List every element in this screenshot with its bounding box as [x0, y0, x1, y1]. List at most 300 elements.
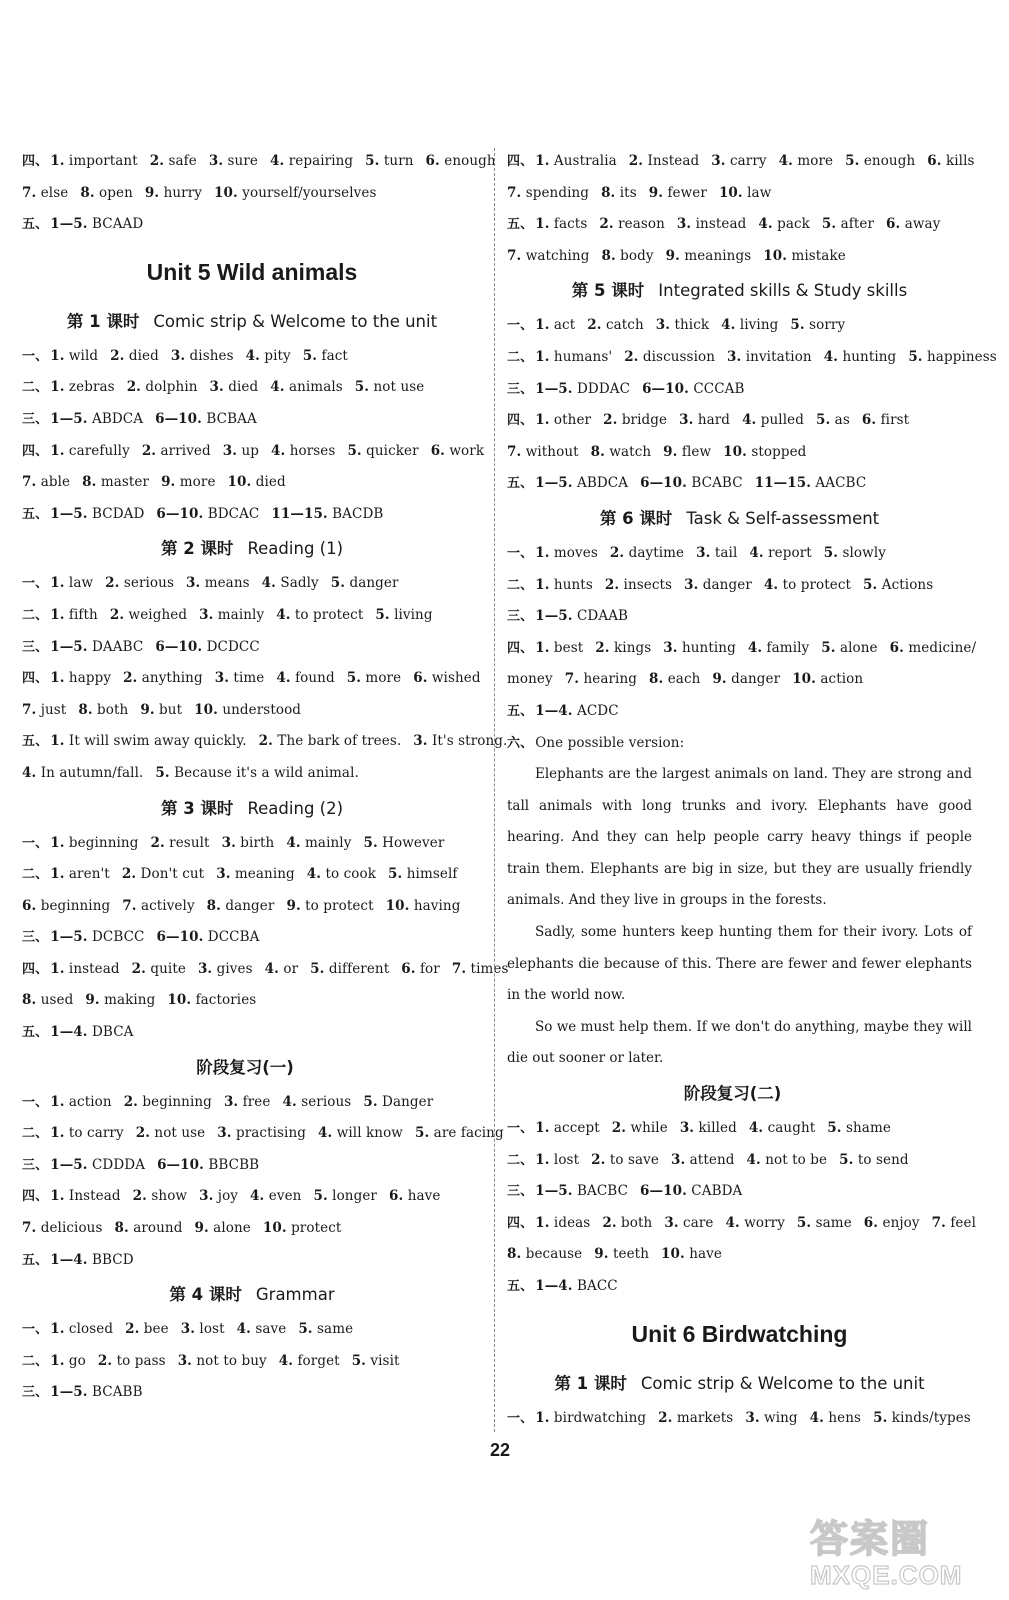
answer-item — [565, 671, 637, 687]
question-group-mark: 一、 — [507, 318, 534, 334]
answer-item — [228, 474, 286, 490]
item-answer: actively — [140, 897, 195, 914]
answer-item — [507, 248, 589, 264]
item-answer: without — [525, 443, 579, 460]
item-number: 5. — [155, 764, 170, 781]
item-number: 2. — [97, 1352, 113, 1369]
item-number: 1. — [535, 348, 550, 365]
answer-line — [22, 954, 509, 986]
item-answer: result — [169, 834, 210, 851]
answer-item — [171, 348, 234, 364]
item-answer: Danger — [382, 1093, 434, 1110]
item-answer: shame — [845, 1120, 891, 1137]
item-number: 3. — [221, 834, 236, 851]
answer-line — [507, 1113, 972, 1145]
answer-item — [779, 153, 833, 169]
item-number: 2. — [624, 348, 639, 365]
item-answer: alone — [839, 639, 878, 656]
item-answer: joy — [217, 1188, 239, 1205]
item-number: 1—5. — [535, 1183, 573, 1200]
item-answer: action — [68, 1093, 112, 1110]
answer-item — [797, 1215, 852, 1231]
item-answer: meanings — [684, 247, 752, 264]
answer-item — [110, 607, 187, 623]
item-answer: animals — [288, 379, 343, 396]
answer-line — [22, 341, 482, 373]
answer-item — [50, 575, 93, 591]
item-answer: anything — [141, 670, 203, 687]
item-number: 3. — [711, 153, 726, 169]
lesson-number: 第 1 课时 — [66, 311, 140, 331]
question-group-mark: 四、 — [507, 154, 534, 169]
answer-line — [22, 372, 482, 404]
item-answer: even — [268, 1188, 302, 1205]
answer-item — [178, 1353, 267, 1369]
item-answer: quicker — [366, 442, 419, 459]
lesson-heading — [22, 1049, 482, 1087]
item-answer: BACBC — [577, 1183, 628, 1200]
item-number: 8. — [78, 701, 93, 718]
item-answer: free — [242, 1093, 271, 1110]
question-group-mark: 三、 — [507, 1184, 534, 1200]
item-answer: instead — [68, 960, 120, 977]
item-number: 3. — [655, 317, 671, 334]
item-answer: hearing — [583, 671, 637, 688]
answer-item — [535, 577, 593, 593]
question-group-mark: 一、 — [22, 1094, 49, 1110]
item-answer: watch — [609, 443, 652, 460]
answer-item — [742, 412, 804, 428]
answer-line — [507, 374, 972, 406]
lesson-heading — [507, 500, 972, 538]
lesson-heading — [507, 1075, 972, 1113]
item-answer: hunting — [681, 639, 736, 656]
answer-item — [210, 379, 259, 395]
answer-item — [873, 1410, 971, 1426]
item-answer: insects — [623, 576, 673, 593]
item-number: 4. — [742, 412, 757, 429]
item-number: 6. — [927, 153, 942, 169]
item-number: 2. — [603, 412, 618, 429]
item-number: 6. — [401, 960, 416, 977]
answer-item — [216, 866, 295, 882]
answer-item — [50, 607, 98, 623]
answer-line — [22, 467, 482, 499]
watermark-logo-text: 答案圈 — [810, 1519, 931, 1561]
lesson-number: 第 1 课时 — [554, 1373, 627, 1393]
item-number: 7. — [122, 897, 137, 914]
item-number: 9. — [594, 1246, 609, 1263]
lesson-heading — [22, 790, 482, 828]
item-answer: because — [525, 1246, 583, 1263]
question-group-mark: 四、 — [507, 640, 534, 656]
answer-item — [155, 765, 358, 781]
watermark-logo — [810, 1508, 990, 1596]
answer-line — [507, 209, 972, 241]
answer-line — [507, 728, 972, 760]
answer-line — [507, 1239, 972, 1271]
item-number: 5. — [863, 576, 878, 593]
lesson-heading — [22, 530, 482, 568]
item-answer: humans' — [553, 348, 613, 365]
item-number: 5. — [313, 1188, 328, 1205]
answer-line — [507, 1271, 972, 1303]
item-answer: report — [768, 544, 812, 561]
answer-item — [156, 506, 259, 522]
item-answer: lost — [553, 1151, 580, 1168]
item-answer: slowly — [842, 544, 886, 561]
answer-item — [50, 1252, 133, 1268]
item-number: 1—5. — [50, 1156, 88, 1173]
question-group-mark: 二、 — [22, 607, 49, 623]
answer-item — [663, 444, 711, 460]
item-number: 5. — [330, 575, 346, 592]
item-answer: BCBAA — [206, 410, 257, 427]
answer-item — [22, 474, 70, 490]
item-number: 3. — [670, 1151, 686, 1168]
answer-item — [199, 607, 264, 623]
item-answer: instead — [695, 216, 747, 233]
answer-item — [413, 670, 480, 686]
item-number: 4. — [306, 866, 322, 883]
answer-item — [145, 185, 202, 201]
answer-item — [363, 835, 444, 851]
item-number: 6. — [430, 442, 445, 459]
answer-item — [80, 185, 133, 201]
item-number: 3. — [208, 153, 224, 169]
answer-item — [22, 898, 110, 914]
item-answer: care — [683, 1214, 714, 1231]
item-number: 4. — [270, 379, 285, 396]
answer-item — [270, 379, 343, 395]
item-answer: CDAAB — [577, 608, 629, 625]
answer-item — [642, 381, 744, 397]
item-number: 2. — [609, 544, 625, 561]
item-answer: stopped — [751, 443, 807, 460]
answer-item — [22, 765, 143, 781]
answer-item — [679, 412, 730, 428]
item-answer: caught — [767, 1120, 816, 1137]
item-answer: sorry — [809, 317, 846, 334]
question-group-mark: 三、 — [507, 381, 534, 397]
answer-item — [535, 412, 591, 428]
item-number: 2. — [123, 1093, 138, 1110]
answer-item — [307, 866, 376, 882]
question-group-mark: 二、 — [507, 577, 534, 593]
answer-line — [22, 859, 482, 891]
answer-item — [331, 575, 399, 591]
item-answer: CABDA — [691, 1183, 743, 1200]
item-number: 3. — [413, 733, 428, 750]
item-answer: yourself/yourselves — [242, 184, 377, 201]
item-number: 7. — [451, 960, 467, 977]
item-number: 1. — [535, 1409, 550, 1426]
answer-item — [161, 474, 215, 490]
item-number: 1. — [50, 575, 65, 592]
item-answer: not to buy — [196, 1352, 267, 1369]
question-group-mark: 一、 — [22, 835, 49, 851]
item-number: 4. — [282, 1093, 297, 1110]
item-answer: bee — [143, 1321, 169, 1338]
answer-item — [50, 348, 98, 364]
item-number: 9. — [648, 184, 664, 201]
answer-line — [22, 209, 482, 241]
answer-line — [22, 1181, 482, 1213]
answer-item — [656, 317, 709, 333]
item-number: 5. — [365, 153, 380, 169]
item-answer: fifth — [68, 606, 98, 623]
item-number: 6—10. — [640, 1183, 687, 1200]
item-answer: law — [747, 184, 772, 201]
answer-item — [535, 703, 618, 719]
item-number: 1. — [50, 670, 65, 687]
answer-item — [612, 1120, 668, 1136]
question-group-mark: 二、 — [22, 380, 49, 396]
item-answer: not use — [373, 379, 425, 396]
answer-item — [723, 444, 806, 460]
question-group-mark: 三、 — [22, 639, 49, 655]
item-answer: delicious — [40, 1220, 103, 1237]
answer-item — [535, 640, 583, 656]
question-group-mark: 四、 — [22, 154, 49, 169]
question-group-mark: 二、 — [22, 867, 49, 883]
item-number: 8. — [601, 247, 616, 264]
answer-item — [215, 670, 265, 686]
lesson-number: 第 5 课时 — [571, 281, 645, 301]
answer-item — [821, 640, 877, 656]
item-number: 8. — [507, 1246, 522, 1263]
item-answer: Don't cut — [140, 866, 205, 883]
answer-item — [122, 866, 204, 882]
item-number: 1—5. — [50, 1384, 88, 1401]
answer-item — [50, 639, 143, 655]
lesson-title: Reading (2) — [247, 798, 344, 818]
item-answer: birdwatching — [553, 1409, 647, 1426]
unit-heading: Unit 5 Wild animals — [146, 258, 358, 285]
answer-item — [663, 640, 736, 656]
answer-line — [22, 568, 482, 600]
item-number: 4. — [264, 960, 279, 977]
item-answer: alone — [213, 1220, 251, 1237]
item-number: 6. — [22, 897, 37, 914]
item-number: 7. — [507, 443, 522, 460]
item-answer: ACDC — [577, 702, 619, 719]
answer-item — [50, 411, 143, 427]
answer-item — [223, 443, 259, 459]
item-number: 5. — [414, 1125, 430, 1142]
answer-item — [535, 1120, 600, 1136]
item-answer: hens — [828, 1409, 862, 1426]
answer-item — [214, 185, 376, 201]
item-number: 5. — [351, 1352, 366, 1369]
answer-item — [122, 898, 194, 914]
answer-line — [22, 758, 482, 790]
question-group-mark: 五、 — [22, 1252, 49, 1268]
answer-item — [199, 1188, 238, 1204]
item-answer: to send — [857, 1151, 909, 1168]
item-answer: understood — [222, 701, 302, 718]
answer-item — [822, 216, 874, 232]
item-answer: or — [283, 960, 299, 977]
answer-line — [22, 985, 482, 1017]
item-answer: serious — [123, 575, 174, 592]
item-number: 1—5. — [50, 505, 88, 522]
answer-item — [758, 216, 810, 232]
item-answer: able — [40, 474, 71, 491]
answer-item — [133, 1188, 187, 1204]
answer-item — [50, 506, 144, 522]
item-number: 1. — [50, 1093, 65, 1110]
answer-item — [388, 866, 457, 882]
item-answer: BDCAC — [207, 505, 260, 522]
item-answer: longer — [332, 1188, 377, 1205]
essay-paragraph: Elephants are the largest animals on land. They are strong and tall animals with long trunks and ivory. Elephants have good hearing. And they can help people carry heavy things if people train them. Elephants are big in size, but they are usually friendly animals. And they live in groups in the forests. — [507, 766, 972, 909]
item-number: 3. — [217, 1125, 232, 1142]
answer-line — [507, 342, 997, 374]
answer-item — [303, 348, 348, 364]
item-number: 3. — [199, 606, 214, 623]
question-group-mark: 四、 — [507, 413, 534, 429]
answer-item — [82, 474, 149, 490]
item-number: 4. — [261, 575, 276, 592]
item-number: 10. — [718, 184, 743, 201]
item-number: 1. — [50, 1352, 65, 1369]
answer-line — [507, 664, 972, 696]
item-answer: family — [766, 639, 810, 656]
item-number: 2. — [602, 1214, 617, 1231]
answer-item — [156, 929, 259, 945]
item-answer: money — [507, 671, 553, 688]
item-number: 1. — [535, 1214, 550, 1231]
item-number: 9. — [161, 474, 176, 491]
item-number: 2. — [126, 379, 141, 396]
item-answer: carry — [729, 153, 767, 169]
item-answer: hard — [697, 412, 731, 429]
item-answer: turn — [383, 153, 414, 169]
item-answer: carefully — [68, 442, 130, 459]
item-number: 1. — [535, 639, 550, 656]
item-answer: catch — [605, 317, 644, 334]
item-number: 4. — [721, 317, 736, 334]
item-number: 6. — [425, 153, 440, 169]
item-answer: wished — [431, 670, 481, 687]
answer-item — [610, 545, 684, 561]
item-number: 7. — [22, 1220, 37, 1237]
item-number: 5. — [302, 347, 318, 364]
lesson-heading — [22, 303, 482, 341]
answer-item — [719, 185, 771, 201]
answer-item — [864, 1215, 920, 1231]
answer-item — [908, 349, 997, 365]
answer-item — [150, 153, 197, 169]
answer-item — [22, 1220, 103, 1236]
lesson-title: Reading (1) — [247, 539, 344, 559]
item-number: 8. — [649, 671, 664, 688]
item-answer: fact — [321, 347, 348, 364]
answer-item — [167, 992, 256, 1008]
item-number: 1—5. — [50, 410, 88, 427]
item-number: 1. — [50, 379, 65, 396]
item-answer: to carry — [68, 1125, 124, 1142]
answer-item — [276, 607, 363, 623]
item-answer: pulled — [760, 412, 804, 429]
item-answer: forget — [297, 1352, 340, 1369]
answer-item — [824, 545, 886, 561]
item-answer: Sadly — [280, 575, 319, 592]
item-answer: but — [159, 701, 183, 718]
lesson-title: Task & Self-assessment — [686, 508, 880, 528]
item-number: 3. — [177, 1352, 192, 1369]
item-answer: killed — [698, 1120, 737, 1137]
answer-item — [115, 1220, 183, 1236]
answer-item — [276, 670, 334, 686]
item-answer: AACBC — [815, 475, 867, 492]
item-answer: mainly — [305, 834, 352, 851]
item-number: 9. — [194, 1220, 209, 1237]
item-answer: It will swim away quickly. — [68, 733, 247, 750]
item-number: 3. — [197, 960, 213, 977]
item-number: 2. — [604, 576, 620, 593]
answer-item — [140, 702, 182, 718]
answer-item — [50, 1384, 142, 1400]
answer-item — [263, 1220, 342, 1236]
question-group-mark: 一、 — [507, 545, 534, 561]
item-number: 4. — [271, 442, 286, 459]
item-answer: quite — [150, 960, 186, 977]
item-number: 9. — [663, 443, 678, 460]
item-answer: other — [553, 412, 592, 429]
item-answer: BACDB — [332, 505, 384, 522]
item-answer: mainly — [217, 606, 265, 623]
item-number: 6. — [413, 670, 428, 687]
answer-item — [726, 1215, 785, 1231]
item-number: 1. — [50, 153, 65, 169]
answer-item — [535, 349, 612, 365]
item-answer: hurry — [163, 184, 203, 201]
item-number: 10. — [792, 671, 816, 688]
answer-line — [507, 146, 975, 178]
item-number: 4. — [758, 216, 773, 233]
item-number: 2. — [109, 606, 125, 623]
item-number: 3. — [223, 1093, 239, 1110]
item-number: 1. — [50, 347, 65, 364]
answer-item — [426, 153, 496, 169]
answer-item — [664, 1215, 713, 1231]
item-answer: facts — [553, 216, 588, 233]
item-number: 7. — [931, 1214, 946, 1231]
lesson-number: 第 4 课时 — [169, 1285, 242, 1305]
item-number: 5. — [821, 216, 837, 233]
item-answer: not use — [154, 1125, 206, 1142]
answer-item — [602, 1215, 652, 1231]
answer-line — [507, 1145, 972, 1177]
item-number: 1. — [535, 216, 550, 233]
item-number: 2. — [121, 866, 137, 883]
item-answer: moves — [553, 544, 598, 561]
lesson-number: 阶段复习(一) — [196, 1057, 294, 1077]
answer-item — [680, 1120, 737, 1136]
answer-item — [640, 1183, 742, 1199]
answer-item — [270, 153, 353, 169]
item-number: 4. — [318, 1125, 333, 1142]
answer-item — [157, 1157, 259, 1173]
item-answer: ABDCA — [92, 410, 144, 427]
item-number: 3. — [170, 347, 186, 364]
answer-item — [313, 1188, 377, 1204]
answer-line — [22, 828, 482, 860]
item-number: 1. — [50, 960, 65, 977]
item-number: 1—5. — [535, 380, 573, 397]
